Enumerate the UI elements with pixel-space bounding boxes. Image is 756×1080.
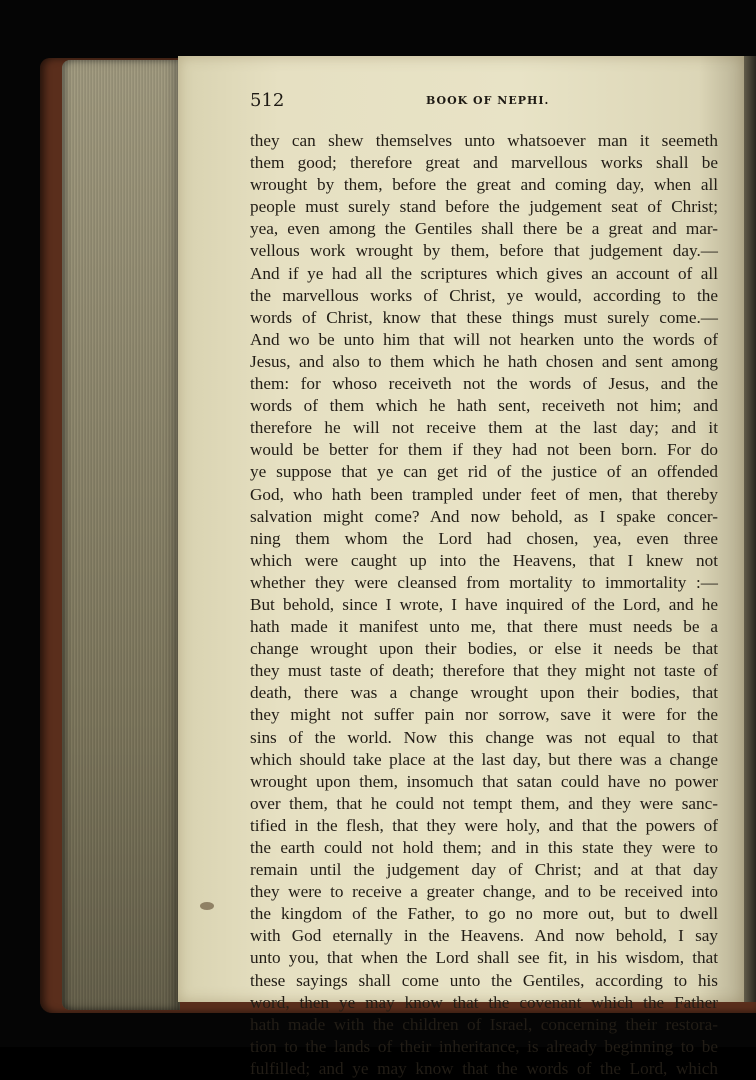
text-line: the kingdom of the Father, to go no more out, but to dwell — [250, 904, 718, 924]
printed-page — [178, 56, 744, 1078]
running-head: BOOK OF NEPHI. — [426, 94, 550, 107]
text-line: tion to the lands of their inheritance, is already beginning to be — [250, 1036, 718, 1056]
text-line: therefore he will not receive them at the last day; and it — [250, 418, 718, 438]
ink-smudge — [200, 902, 214, 910]
text-line: vellous work wrought by them, before that judgement day.— — [250, 241, 718, 261]
text-line: unto you, that when the Lord shall see fit, in his wisdom, that — [250, 948, 718, 968]
page-header — [250, 90, 730, 114]
text-line: the earth could not hold them; and in this state they were to — [250, 838, 718, 857]
text-line: they must taste of death; therefore that they might not taste of — [250, 661, 718, 681]
text-line: wrought by them, before the great and coming day, when all — [250, 175, 718, 195]
text-line: with God eternally in the Heavens. And now behold, I say — [250, 926, 718, 946]
text-line: tified in the flesh, that they were holy, and that the powers of — [250, 815, 718, 835]
text-line: ye suppose that ye can get rid of the justice of an offended — [250, 462, 718, 482]
text-line: words of Christ, know that these things must surely come.— — [250, 307, 718, 327]
text-line: hath made with the children of Israel, concerning their restora- — [250, 1014, 718, 1034]
text-line: fulfilled; and ye may know that the words of the Lord, which — [250, 1058, 718, 1078]
text-line: people must surely stand before the judgement seat of Christ; — [250, 197, 718, 217]
text-line: change wrought upon their bodies, or else it needs be that — [250, 639, 718, 659]
text-line: whether they were cleansed from mortality to immortality :— — [250, 572, 718, 592]
text-line: which were caught up into the Heavens, that I knew not — [250, 550, 718, 570]
text-line: words of them which he hath sent, receiveth not him; and — [250, 396, 718, 416]
text-line: death, there was a change wrought upon their bodies, that — [250, 683, 718, 703]
page-number: 512 — [250, 90, 285, 111]
text-line: over them, that he could not tempt them, and they were sanc- — [250, 793, 718, 813]
text-line: And if ye had all the scriptures which gives an account of all — [250, 263, 718, 283]
text-line: they can shew themselves unto whatsoever man it seemeth — [250, 131, 718, 150]
text-line: hath made it manifest unto me, that there must needs be a — [250, 617, 718, 637]
text-line: And wo be unto him that will not hearken unto the words of — [250, 329, 718, 349]
text-line: which should take place at the last day, but there was a change — [250, 749, 718, 769]
page-block-shading — [62, 60, 180, 1010]
text-line: yea, even among the Gentiles shall there be a great and mar- — [250, 219, 718, 239]
text-line: the marvellous works of Christ, ye would, according to the — [250, 285, 718, 305]
book-gutter — [742, 56, 756, 1002]
text-line: ning them whom the Lord had chosen, yea, even three — [250, 528, 718, 548]
text-line: But behold, since I wrote, I have inquired of the Lord, and he — [250, 594, 718, 614]
text-line: wrought upon them, insomuch that satan could have no power — [250, 771, 718, 791]
text-line: God, who hath been trampled under feet of men, that thereby — [250, 484, 718, 504]
text-line: Jesus, and also to them which he hath chosen and sent among — [250, 351, 718, 371]
text-line: word, then ye may know that the covenant which the Father — [250, 992, 718, 1012]
text-line: remain until the judgement day of Christ; and at that day — [250, 860, 718, 880]
text-line: these sayings shall come unto the Gentiles, according to his — [250, 970, 718, 990]
text-line: them: for whoso receiveth not the words of Jesus, and the — [250, 374, 718, 394]
text-line: sins of the world. Now this change was not equal to that — [250, 727, 718, 747]
body-text — [250, 130, 718, 1080]
text-line: they were to receive a greater change, and to be received into — [250, 882, 718, 902]
text-line: they might not suffer pain nor sorrow, save it were for the — [250, 705, 718, 725]
text-line: would be better for them if they had not been born. For do — [250, 440, 718, 460]
text-line: them good; therefore great and marvellous works shall be — [250, 153, 718, 173]
text-line: salvation might come? And now behold, as I spake concer- — [250, 506, 718, 526]
